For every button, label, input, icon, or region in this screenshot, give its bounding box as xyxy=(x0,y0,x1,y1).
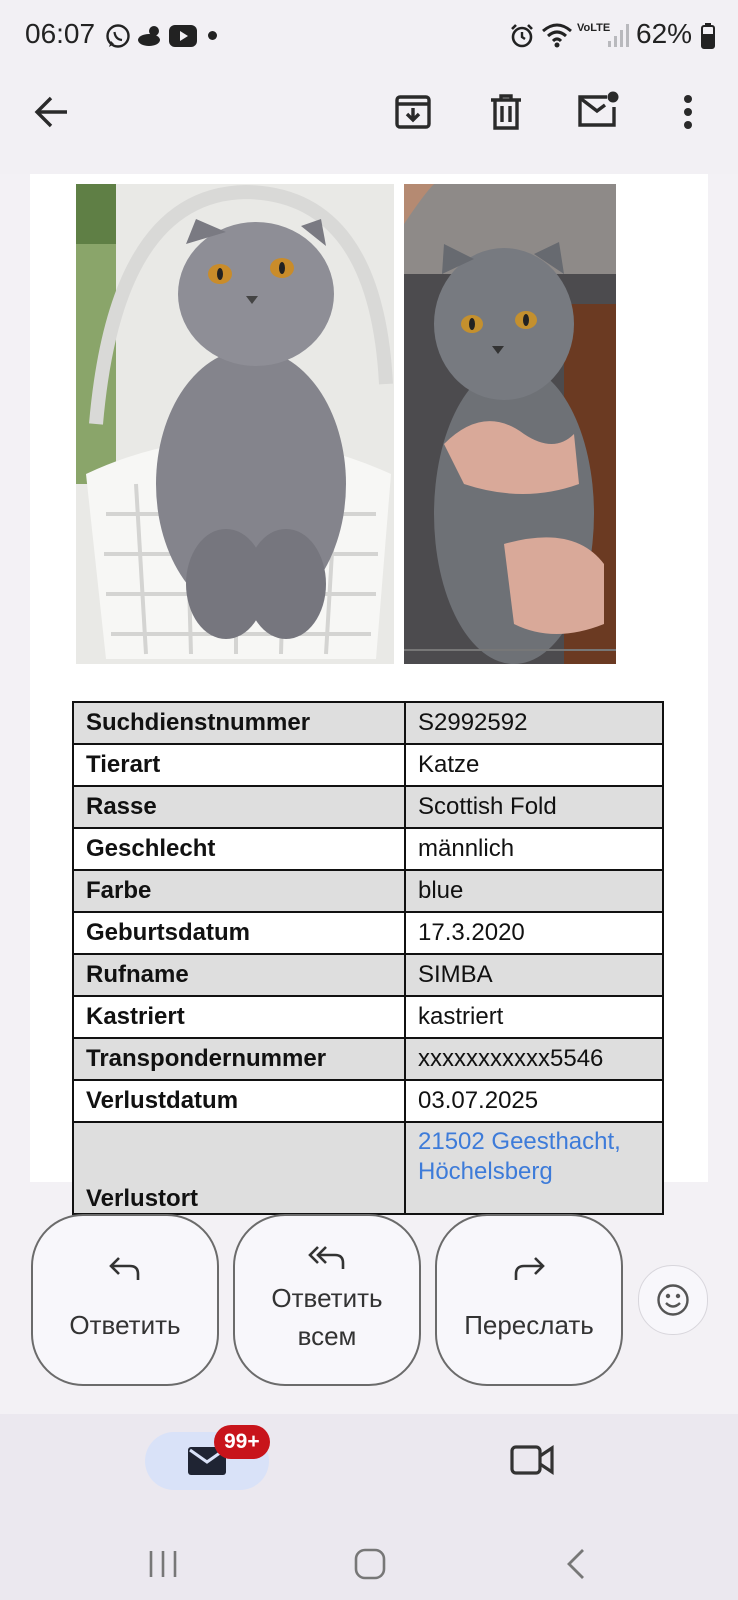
reply-button[interactable] xyxy=(31,1214,219,1386)
emoji-reaction-button[interactable] xyxy=(638,1265,708,1335)
arrow-left-icon xyxy=(34,96,70,128)
detail-key: Suchdienstnummer xyxy=(73,702,405,744)
cat-photo-basket[interactable] xyxy=(76,184,394,664)
detail-key: Transpondernummer xyxy=(73,1038,405,1080)
forward-label: Переслать xyxy=(464,1310,594,1340)
email-body xyxy=(30,174,708,1212)
reply-all-button[interactable] xyxy=(233,1214,421,1386)
alarm-icon xyxy=(508,22,536,50)
table-row xyxy=(73,870,663,912)
home-button[interactable] xyxy=(342,1536,398,1592)
detail-key: Rufname xyxy=(73,954,405,996)
table-row xyxy=(73,786,663,828)
table-row xyxy=(73,912,663,954)
table-row xyxy=(73,744,663,786)
app-bar xyxy=(0,70,738,174)
detail-value: Scottish Fold xyxy=(405,786,663,828)
reply-all-label-line2: всем xyxy=(297,1321,357,1351)
detail-key: Verlustort xyxy=(73,1122,405,1214)
battery-icon xyxy=(700,22,716,50)
location-line-2: Höchelsberg xyxy=(418,1158,553,1185)
detail-value: xxxxxxxxxxx5546 xyxy=(405,1038,663,1080)
reply-icon xyxy=(108,1256,142,1282)
bottom-navigation xyxy=(0,1414,738,1530)
volte-label: VoLTE xyxy=(577,22,611,34)
detail-value: 17.3.2020 xyxy=(405,912,663,954)
table-row xyxy=(73,954,663,996)
detail-key: Farbe xyxy=(73,870,405,912)
recent-apps-icon xyxy=(146,1549,180,1579)
status-time: 06:07 xyxy=(25,18,96,49)
detail-key: Geburtsdatum xyxy=(73,912,405,954)
signal-icon xyxy=(606,22,630,48)
detail-value: Katze xyxy=(405,744,663,786)
chevron-left-icon xyxy=(566,1548,586,1580)
wifi-icon xyxy=(540,20,574,50)
table-row xyxy=(73,702,663,744)
detail-value: SIMBA xyxy=(405,954,663,996)
reply-label: Ответить xyxy=(69,1310,181,1340)
archive-button[interactable] xyxy=(385,84,441,140)
home-icon xyxy=(354,1548,386,1580)
detail-key: Verlustdatum xyxy=(73,1080,405,1122)
detail-key: Rasse xyxy=(73,786,405,828)
delete-button[interactable] xyxy=(478,84,534,140)
more-options-button[interactable] xyxy=(660,84,716,140)
detail-key: Kastriert xyxy=(73,996,405,1038)
table-row xyxy=(73,1038,663,1080)
location-link[interactable] xyxy=(405,1122,663,1214)
archive-icon xyxy=(394,94,432,130)
system-back-button[interactable] xyxy=(548,1536,604,1592)
mail-unread-icon xyxy=(577,91,619,129)
location-line-1: 21502 Geesthacht, xyxy=(418,1128,621,1155)
detail-value: kastriert xyxy=(405,996,663,1038)
table-row xyxy=(73,828,663,870)
notification-dot xyxy=(208,31,217,40)
detail-value: blue xyxy=(405,870,663,912)
detail-value: S2992592 xyxy=(405,702,663,744)
mark-unread-button[interactable] xyxy=(570,82,626,138)
detail-key: Tierart xyxy=(73,744,405,786)
detail-value: männlich xyxy=(405,828,663,870)
unread-count-badge: 99+ xyxy=(214,1425,270,1459)
recent-apps-button[interactable] xyxy=(135,1536,191,1592)
cat-video-thumbnail[interactable] xyxy=(404,184,616,664)
detail-key: Geschlecht xyxy=(73,828,405,870)
back-button[interactable] xyxy=(24,84,80,140)
system-navigation-bar xyxy=(0,1530,738,1600)
battery-percent: 62% xyxy=(636,18,693,49)
weather-icon xyxy=(136,22,166,50)
nav-meet-tab[interactable] xyxy=(504,1432,560,1488)
whatsapp-icon xyxy=(104,22,132,50)
forward-icon xyxy=(512,1256,546,1282)
youtube-icon xyxy=(168,22,198,50)
more-vert-icon xyxy=(683,95,693,129)
trash-icon xyxy=(489,93,523,131)
detail-value: 03.07.2025 xyxy=(405,1080,663,1122)
smiley-icon xyxy=(656,1283,690,1317)
reply-all-icon xyxy=(307,1245,347,1271)
table-row xyxy=(73,1080,663,1122)
reply-all-label-line1: Ответить xyxy=(271,1283,383,1313)
video-camera-icon xyxy=(510,1444,554,1476)
table-row xyxy=(73,996,663,1038)
forward-button[interactable] xyxy=(435,1214,623,1386)
table-row xyxy=(73,1122,663,1214)
status-bar xyxy=(0,0,738,70)
pet-details-table xyxy=(72,701,664,1215)
